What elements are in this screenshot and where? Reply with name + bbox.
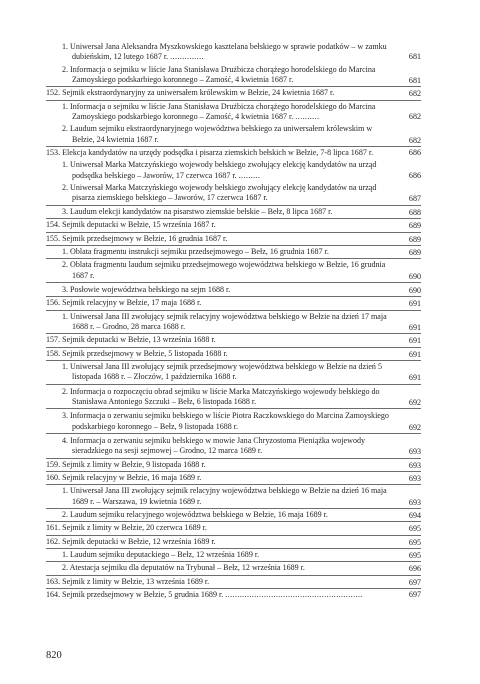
page-ref: 691 (408, 336, 421, 346)
toc-entry: 2. Informacja o rozpoczęciu obrad sejmiku w liście Marka Matczyńskiego wojewody bełskiego do Stanisława Antoniego Szczuki – Bełz, 6 listopada 1688 r. 692 (46, 387, 421, 410)
page-number: 820 (46, 650, 62, 661)
toc-entry: 163. Sejmik z limity w Bełzie, 13 września 1689 r. 697 (46, 577, 421, 589)
toc-entry: 1. Uniwersał Jana III zwołujący sejmik relacyjny województwa bełskiego w Bełzie na dzień 17 maja 1688 r. – Grodno, 28 marca 1688 r. 691 (46, 312, 421, 335)
toc-entry: 154. Sejmik deputacki w Bełzie, 15 września 1687 r. 689 (46, 220, 421, 232)
toc-entry: 157. Sejmik deputacki w Bełzie, 13 września 1688 r. 691 (46, 335, 421, 347)
page-ref: 691 (408, 373, 421, 383)
toc-entry: 2. Laudum sejmiku ekstraordynaryjnego województwa bełskiego za uniwersałem królewskim w Bełzie, 24 kwietnia 1687 r. 682 (46, 124, 421, 147)
toc-entry: 160. Sejmik relacyjny w Bełzie, 16 maja 1689 r. 693 (46, 473, 421, 485)
toc-entry: 1. Uniwersał Jana III zwołujący sejmik przedsejmowy województwa bełskiego w Bełzie na dzień 5 listopada 1688 r. – Złoczów, 1 października 1688 r. 691 (46, 362, 421, 385)
toc-entry: 1. Uniwersał Jana Aleksandra Myszkowskiego kasztelana bełskiego w sprawie podatków – w zamku dubieńskim, 12 lutego 1687 r. .............. 681 (62, 42, 421, 62)
page-ref: 692 (408, 422, 421, 432)
toc-entry: 158. Sejmik przedsejmowy w Bełzie, 5 listopada 1688 r. 691 (46, 349, 421, 361)
toc-entry: 4. Informacja o zerwaniu sejmiku bełskiego w mowie Jana Chryzostoma Pieniążka wojewody sieradzkiego na sesji sejmowej – Grodno, 12 marca 1689 r. 693 (46, 436, 421, 459)
page-ref: 691 (408, 299, 421, 309)
page-ref: 686 (408, 170, 421, 180)
page-ref: 688 (408, 207, 421, 217)
page-ref: 682 (408, 135, 421, 145)
page-ref: 690 (408, 271, 421, 281)
toc-entry: 3. Posłowie województwa bełskiego na sejm 1688 r. 690 (46, 285, 421, 297)
page-ref: 697 (408, 577, 421, 587)
page-ref: 695 (408, 524, 421, 534)
toc-entry: 153. Elekcja kandydatów na urzędy podsędka i pisarza ziemskich bełskich w Bełzie, 7-8 lipca 1687 r. 686 (46, 148, 421, 158)
page-ref: 693 (408, 474, 421, 484)
table-of-contents (46, 42, 421, 600)
toc-entry: 1. Uniwersał Jana III zwołujący sejmik relacyjny województwa bełskiego w Bełzie na dzień 16 maja 1689 r. – Warszawa, 19 kwietnia 1689 r. 693 (46, 486, 421, 509)
toc-entry: 1. Oblata fragmentu instrukcji sejmiku przedsejmowego – Bełz, 16 grudnia 1687 r. 689 (46, 247, 421, 259)
page-ref: 689 (408, 234, 421, 244)
toc-entry: 164. Sejmik przedsejmowy w Bełzie, 5 grudnia 1689 r. ......................................................... 697 (46, 590, 421, 600)
toc-entry: 161. Sejmik z limity w Bełzie, 20 czerwca 1689 r. 695 (46, 523, 421, 535)
page-ref: 681 (408, 76, 421, 86)
toc-entry: 162. Sejmik deputacki w Bełzie, 12 września 1689 r. 695 (46, 537, 421, 549)
page-ref: 691 (408, 349, 421, 359)
toc-entry: 2. Informacja o sejmiku w liście Jana Stanisława Drużbicza chorążego horodelskiego do Marcina Zamoyskiego podskarbiego koronnego – Zamość, 4 kwietnia 1687 r. 681 (46, 65, 421, 88)
page-ref: 695 (408, 537, 421, 547)
page-ref: 687 (408, 194, 421, 204)
page-ref: 694 (408, 511, 421, 521)
page-ref: 689 (408, 221, 421, 231)
toc-entry: 1. Laudum sejmiku deputackiego – Bełz, 12 września 1689 r. 695 (46, 550, 421, 562)
toc-entry: 156. Sejmik relacyjny w Bełzie, 17 maja 1688 r. 691 (46, 298, 421, 310)
page-ref: 690 (408, 285, 421, 295)
page-ref: 686 (408, 148, 421, 158)
toc-entry: 159. Sejmik z limity w Bełzie, 9 listopada 1688 r. 693 (46, 460, 421, 472)
page-ref: 693 (408, 460, 421, 470)
page-ref: 692 (408, 397, 421, 407)
page-ref: 691 (408, 322, 421, 332)
page-ref: 695 (408, 551, 421, 561)
toc-entry: 3. Informacja o zerwaniu sejmiku bełskiego w liście Piotra Raczkowskiego do Marcina Zamoyskiego podskarbiego koronnego – Bełz, 9 listopada 1688 r. 692 (46, 411, 421, 434)
toc-entry: 1. Uniwersał Marka Matczyńskiego wojewody bełskiego zwołujący elekcję kandydatów na urząd podsędka bełskiego – Jaworów, 17 czerwca 1687 r. ......... 686 (62, 160, 421, 180)
page-ref: 697 (408, 590, 421, 600)
page-ref: 693 (408, 447, 421, 457)
toc-entry: 3. Laudum elekcji kandydatów na pisarstwo ziemskie bełskie – Bełz, 8 lipca 1687 r. 688 (46, 207, 421, 219)
toc-entry: 1. Informacja o sejmiku w liście Jana Stanisława Drużbicza chorążego horodelskiego do Marcina Zamoyskiego podskarbiego koronnego – Zamość, 4 kwietnia 1687 r. .......... 682 (62, 101, 421, 122)
page-ref: 682 (408, 89, 421, 99)
page-ref: 682 (408, 112, 421, 122)
toc-entry: 152. Sejmik ekstraordynaryjny za uniwersałem królewskim w Bełzie, 24 kwietnia 1687 r. 682 (46, 88, 421, 100)
page-ref: 696 (408, 564, 421, 574)
toc-entry: 155. Sejmik przedsejmowy w Bełzie, 16 grudnia 1687 r. 689 (46, 234, 421, 246)
page-ref: 689 (408, 247, 421, 257)
toc-entry: 2. Oblata fragmentu laudum sejmiku przedsejmowego województwa bełskiego w Bełzie, 16 grudnia 1687 r. 690 (46, 260, 421, 283)
toc-entry: 2. Laudum sejmiku relacyjnego województwa bełskiego w Bełzie, 16 maja 1689 r. 694 (46, 510, 421, 522)
page-ref: 681 (408, 52, 421, 62)
toc-entry: 2. Atestacja sejmiku dla deputatów na Trybunał – Bełz, 12 września 1689 r. 696 (46, 563, 421, 575)
toc-entry: 2. Uniwersał Marka Matczyńskiego wojewody bełskiego zwołujący elekcję kandydatów na urząd pisarza ziemskiego bełskiego – Jaworów, 17 czerwca 1687 r. 687 (46, 183, 421, 206)
page-ref: 693 (408, 497, 421, 507)
